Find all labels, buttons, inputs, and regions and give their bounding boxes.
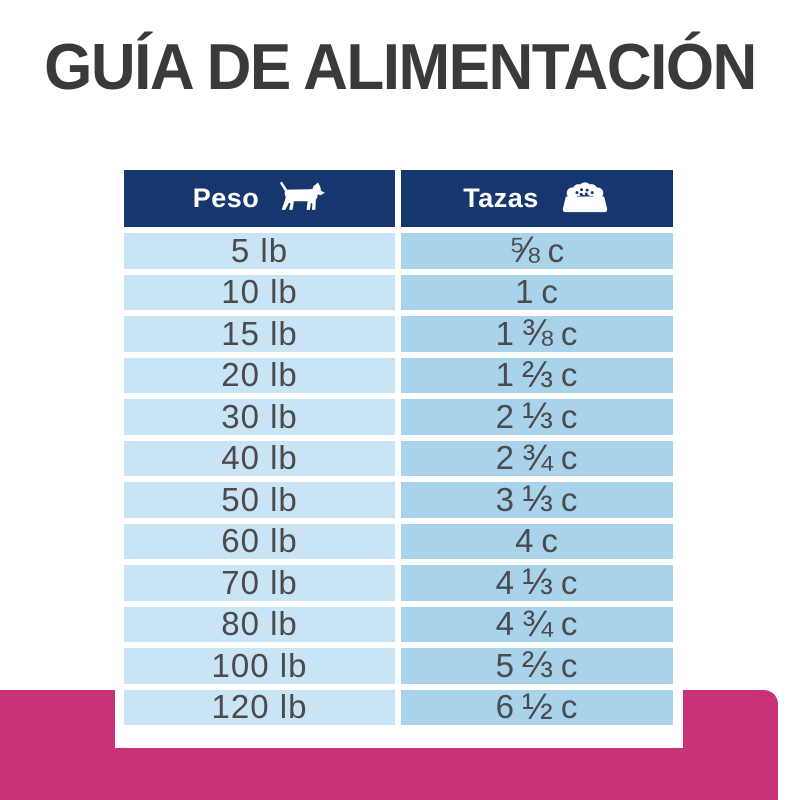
dog-icon bbox=[279, 180, 326, 217]
cups-unit: c bbox=[560, 314, 579, 352]
weight-cell: 30 lb bbox=[124, 399, 395, 435]
cups-unit: c bbox=[541, 522, 559, 560]
cups-cell bbox=[401, 644, 673, 686]
cups-whole: 4 bbox=[515, 522, 535, 560]
cups-unit: c bbox=[560, 480, 579, 518]
cups-unit: c bbox=[560, 397, 579, 435]
cups-whole: 1 bbox=[495, 314, 516, 352]
cups-cell bbox=[401, 478, 673, 520]
cups-fraction: ⅔ bbox=[522, 644, 554, 686]
cups-fraction: ⅜ bbox=[522, 312, 554, 354]
weight-cell: 100 lb bbox=[124, 648, 395, 684]
cups-whole: 6 bbox=[495, 688, 516, 726]
cups-whole: 2 bbox=[495, 397, 516, 435]
cups-unit: c bbox=[560, 646, 579, 684]
weight-cell: 70 lb bbox=[124, 565, 395, 601]
cups-cell bbox=[401, 395, 673, 437]
column-header-cups bbox=[401, 170, 673, 227]
weight-column-label: Peso bbox=[192, 183, 260, 213]
weight-cell: 10 lb bbox=[124, 275, 395, 311]
cups-unit: c bbox=[560, 439, 579, 477]
cups-fraction: ⅓ bbox=[522, 478, 554, 520]
cups-cell bbox=[401, 436, 673, 478]
weight-cell: 5 lb bbox=[124, 233, 395, 269]
cups-fraction: ⅔ bbox=[522, 353, 554, 395]
cups-unit: c bbox=[560, 356, 579, 394]
cups-unit: c bbox=[547, 231, 566, 269]
cups-unit: c bbox=[541, 273, 559, 311]
cups-fraction: ⅓ bbox=[522, 395, 554, 437]
cups-fraction: ⅓ bbox=[522, 561, 554, 603]
weight-cell: 120 lb bbox=[124, 690, 395, 726]
weight-cell: 40 lb bbox=[124, 441, 395, 477]
cups-unit: c bbox=[560, 688, 579, 726]
cups-unit: c bbox=[560, 563, 579, 601]
cups-fraction: ¾ bbox=[522, 436, 554, 478]
cups-column-label: Tazas bbox=[463, 183, 539, 213]
weight-cell: 80 lb bbox=[124, 607, 395, 643]
cups-whole: 3 bbox=[495, 480, 516, 518]
weight-cell: 50 lb bbox=[124, 482, 395, 518]
weight-cell: 15 lb bbox=[124, 316, 395, 352]
cups-fraction: ½ bbox=[522, 685, 554, 727]
cups-whole: 4 bbox=[495, 605, 516, 643]
feeding-guide-table bbox=[124, 170, 673, 725]
cups-cell bbox=[401, 275, 673, 311]
cups-cell bbox=[401, 312, 673, 354]
cups-whole: 2 bbox=[495, 439, 516, 477]
cups-whole: 1 bbox=[495, 356, 516, 394]
cups-fraction: ⅝ bbox=[508, 229, 541, 271]
cups-cell bbox=[401, 561, 673, 603]
cups-cell bbox=[401, 229, 673, 271]
cups-cell bbox=[401, 353, 673, 395]
cups-fraction: ¾ bbox=[522, 602, 554, 644]
cups-cell bbox=[401, 524, 673, 560]
weight-cell: 20 lb bbox=[124, 358, 395, 394]
page-title: GUÍA DE ALIMENTACIÓN bbox=[44, 31, 756, 104]
cups-whole: 5 bbox=[495, 646, 516, 684]
cups-whole: 4 bbox=[495, 563, 516, 601]
cups-cell bbox=[401, 685, 673, 727]
cups-whole: 1 bbox=[515, 273, 535, 311]
cups-unit: c bbox=[560, 605, 579, 643]
weight-cell: 60 lb bbox=[124, 524, 395, 560]
column-header-weight bbox=[124, 170, 395, 227]
food-bowl-icon bbox=[559, 182, 611, 216]
cups-cell bbox=[401, 602, 673, 644]
